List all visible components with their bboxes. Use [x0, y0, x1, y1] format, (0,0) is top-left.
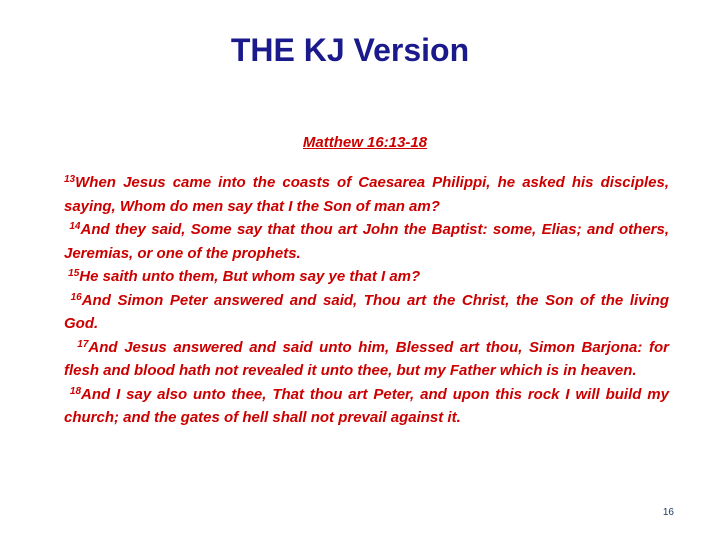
verse-text: And they said, Some say that thou art John the Baptist: some, Elias; and others, Jeremias, or one of the prophets.: [64, 221, 670, 262]
verse-number: 16: [70, 291, 82, 303]
verse-number: 13: [64, 174, 76, 185]
scripture-reference: Matthew 16:13-18: [302, 134, 428, 151]
verse-text: And Jesus answered and said unto him, Blessed art thou, Simon Barjona: for flesh and blood hath not revealed it unto thee, but my Father which is in heaven.: [64, 338, 669, 379]
verse-number: 18: [69, 385, 82, 397]
verse-14: [64, 218, 669, 265]
verse-text: He saith unto them, But whom say ye that I am?: [79, 268, 421, 285]
verse-15: [64, 265, 669, 289]
scripture-passage: [64, 171, 669, 430]
verse-number: 15: [68, 268, 80, 279]
verse-text: When Jesus came into the coasts of Caesarea Philippi, he asked his disciples, saying, Whom do men say that I the Son of man am?: [64, 174, 669, 215]
verse-17: [64, 336, 669, 383]
verse-text: And I say also unto thee, That thou art Peter, and upon this rock I will build my church; and the gates of hell shall not prevail against it.: [64, 385, 669, 426]
verse-number: 14: [69, 221, 81, 232]
verse-13: [64, 171, 669, 218]
page-number: 16: [662, 507, 674, 518]
verse-18: [64, 383, 669, 430]
verse-16: [64, 289, 669, 336]
verse-number: 17: [77, 338, 89, 350]
slide-title: THE KJ Version: [230, 32, 470, 68]
verse-text: And Simon Peter answered and said, Thou art the Christ, the Son of the living God.: [64, 291, 669, 332]
